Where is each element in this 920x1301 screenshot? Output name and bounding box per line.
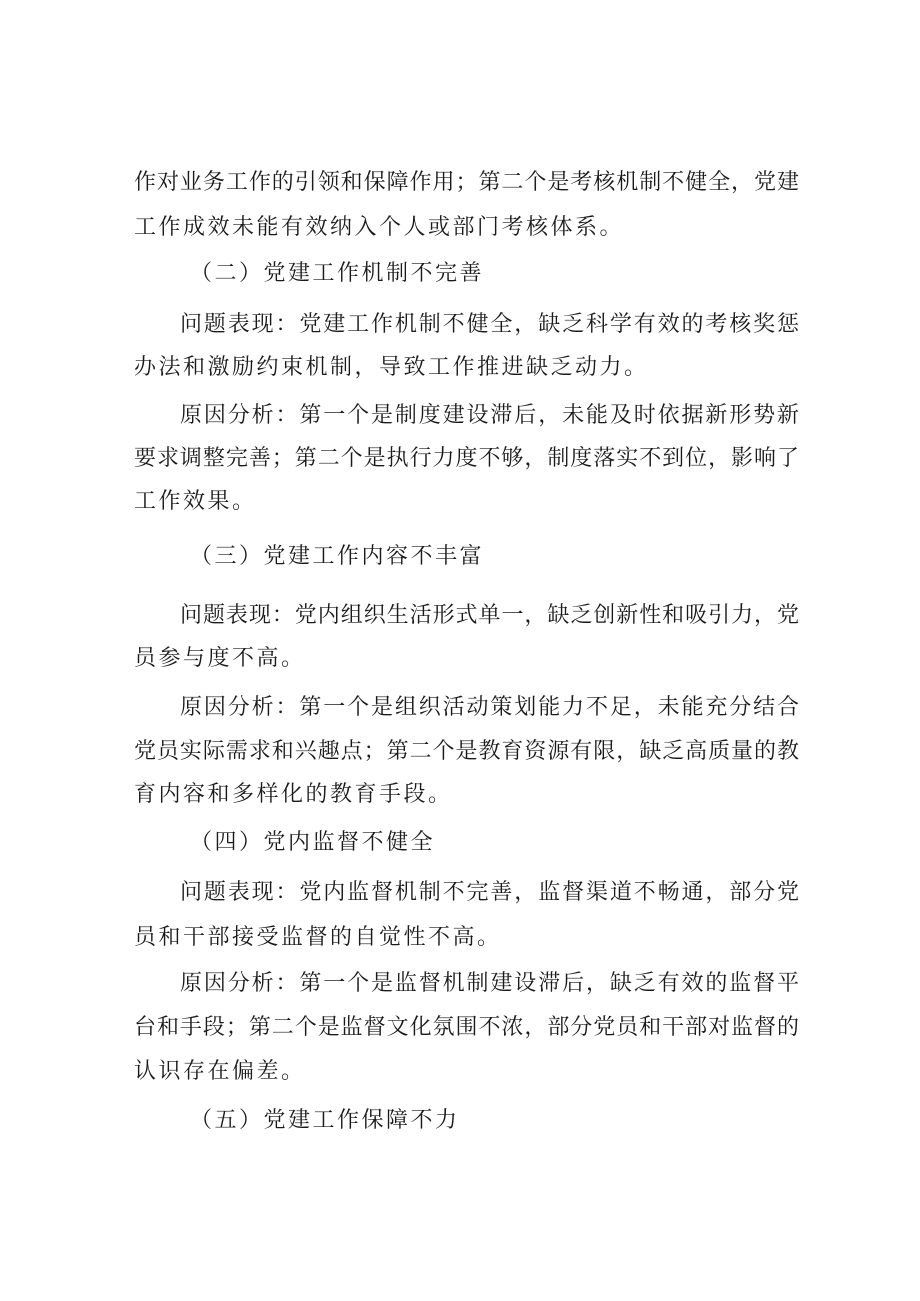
- section-3-cause-line-1: 原因分析：第一个是组织活动策划能力不足，未能充分结合: [180, 695, 799, 720]
- section-5-heading: （五）党建工作保障不力: [190, 1108, 460, 1133]
- section-4-problem-line-1: 问题表现：党内监督机制不完善，监督渠道不畅通，部分党: [180, 880, 799, 905]
- section-4-problem-line-2: 员和干部接受监督的自觉性不高。: [134, 925, 502, 950]
- section-2-problem-line-1: 问题表现：党建工作机制不健全，缺乏科学有效的考核奖惩: [180, 312, 799, 337]
- section-4-cause-line-3: 认识存在偏差。: [134, 1059, 306, 1084]
- intro-line-1: 作对业务工作的引领和保障作用；第二个是考核机制不健全，党建: [134, 170, 799, 195]
- intro-line-2: 工作成效未能有效纳入个人或部门考核体系。: [134, 215, 625, 240]
- section-3-cause-line-3: 育内容和多样化的教育手段。: [134, 782, 453, 807]
- section-4-heading: （四）党内监督不健全: [190, 830, 436, 855]
- section-2-cause-line-3: 工作效果。: [134, 489, 257, 514]
- section-2-cause-line-1: 原因分析：第一个是制度建设滞后，未能及时依据新形势新: [180, 403, 799, 428]
- section-3-heading: （三）党建工作内容不丰富: [190, 544, 485, 569]
- section-3-problem-line-1: 问题表现：党内组织生活形式单一，缺乏创新性和吸引力，党: [180, 603, 799, 628]
- section-4-cause-line-2: 台和手段；第二个是监督文化氛围不浓，部分党员和干部对监督的: [134, 1015, 799, 1040]
- section-3-problem-line-2: 员参与度不高。: [134, 646, 306, 671]
- section-3-cause-line-2: 党员实际需求和兴趣点；第二个是教育资源有限，缺乏高质量的教: [134, 739, 799, 764]
- section-4-cause-line-1: 原因分析：第一个是监督机制建设滞后，缺乏有效的监督平: [180, 971, 799, 996]
- section-2-problem-line-2: 办法和激励约束机制，导致工作推进缺乏动力。: [134, 355, 649, 380]
- section-2-heading: （二）党建工作机制不完善: [190, 261, 485, 286]
- section-2-cause-line-2: 要求调整完善；第二个是执行力度不够，制度落实不到位，影响了: [134, 446, 799, 471]
